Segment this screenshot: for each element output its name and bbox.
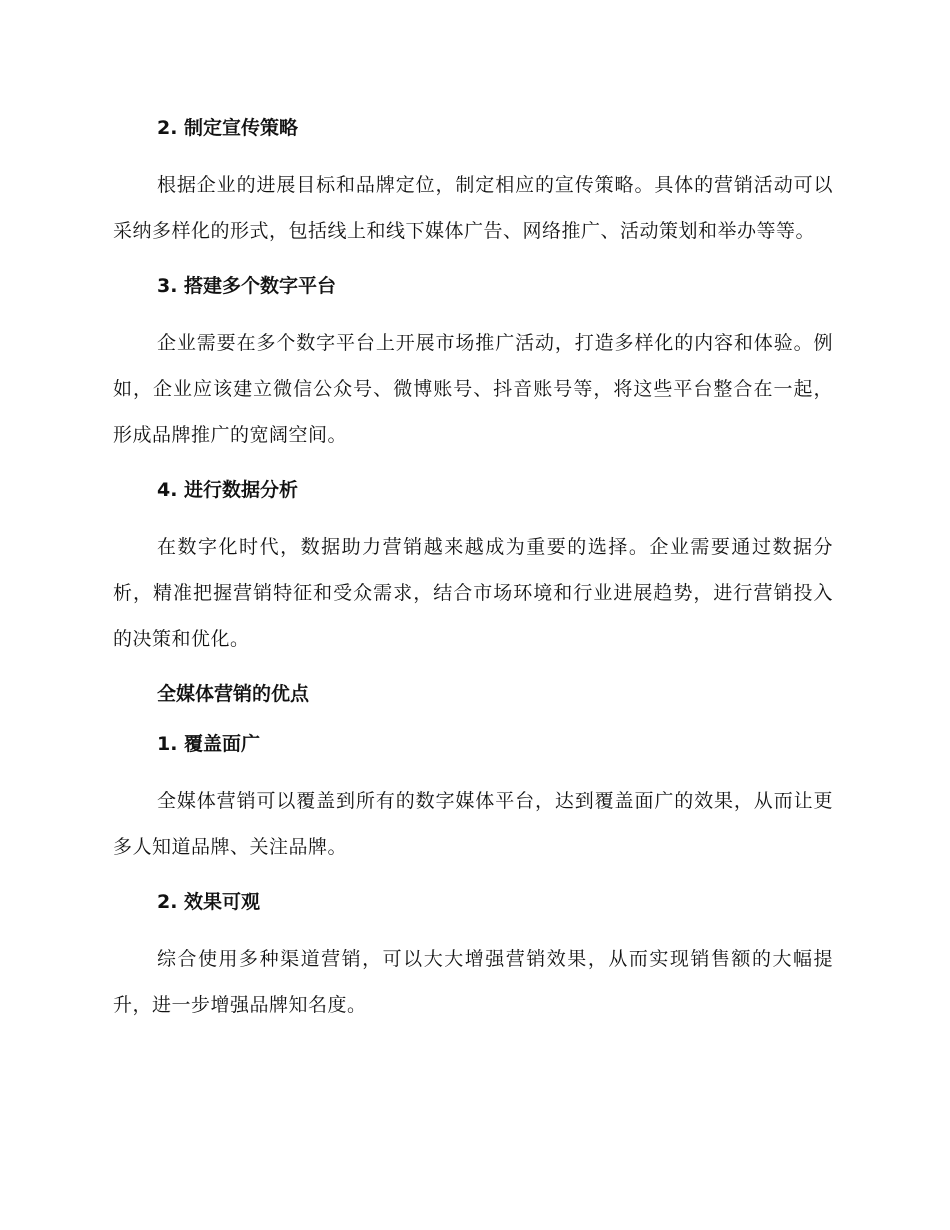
section-paragraph-coverage: 全媒体营销可以覆盖到所有的数字媒体平台，达到覆盖面广的效果，从而让更多人知道品牌、关注品牌。	[113, 790, 833, 858]
section-heading-advantages: 全媒体营销的优点	[157, 683, 310, 705]
section-paragraph-data-analysis: 在数字化时代，数据助力营销越来越成为重要的选择。企业需要通过数据分析，精准把握营销特征和受众需求，结合市场环境和行业进展趋势，进行营销投入的决策和优化。	[113, 536, 833, 650]
section-heading-data-analysis: 4. 进行数据分析	[157, 479, 299, 501]
section-heading-coverage: 1. 覆盖面广	[157, 733, 261, 755]
section-paragraph-platforms: 企业需要在多个数字平台上开展市场推广活动，打造多样化的内容和体验。例如，企业应该建立微信公众号、微博账号、抖音账号等，将这些平台整合在一起，形成品牌推广的宽阔空间。	[113, 332, 833, 446]
section-paragraph-results: 综合使用多种渠道营销，可以大大增强营销效果，从而实现销售额的大幅提升，进一步增强品牌知名度。	[113, 948, 833, 1016]
document-body	[113, 110, 833, 1028]
section-heading-results: 2. 效果可观	[157, 891, 261, 913]
section-paragraph-strategy: 根据企业的进展目标和品牌定位，制定相应的宣传策略。具体的营销活动可以采纳多样化的形式，包括线上和线下媒体广告、网络推广、活动策划和举办等等。	[113, 174, 833, 242]
section-heading-strategy: 2. 制定宣传策略	[157, 117, 299, 139]
section-heading-platforms: 3. 搭建多个数字平台	[157, 275, 337, 297]
